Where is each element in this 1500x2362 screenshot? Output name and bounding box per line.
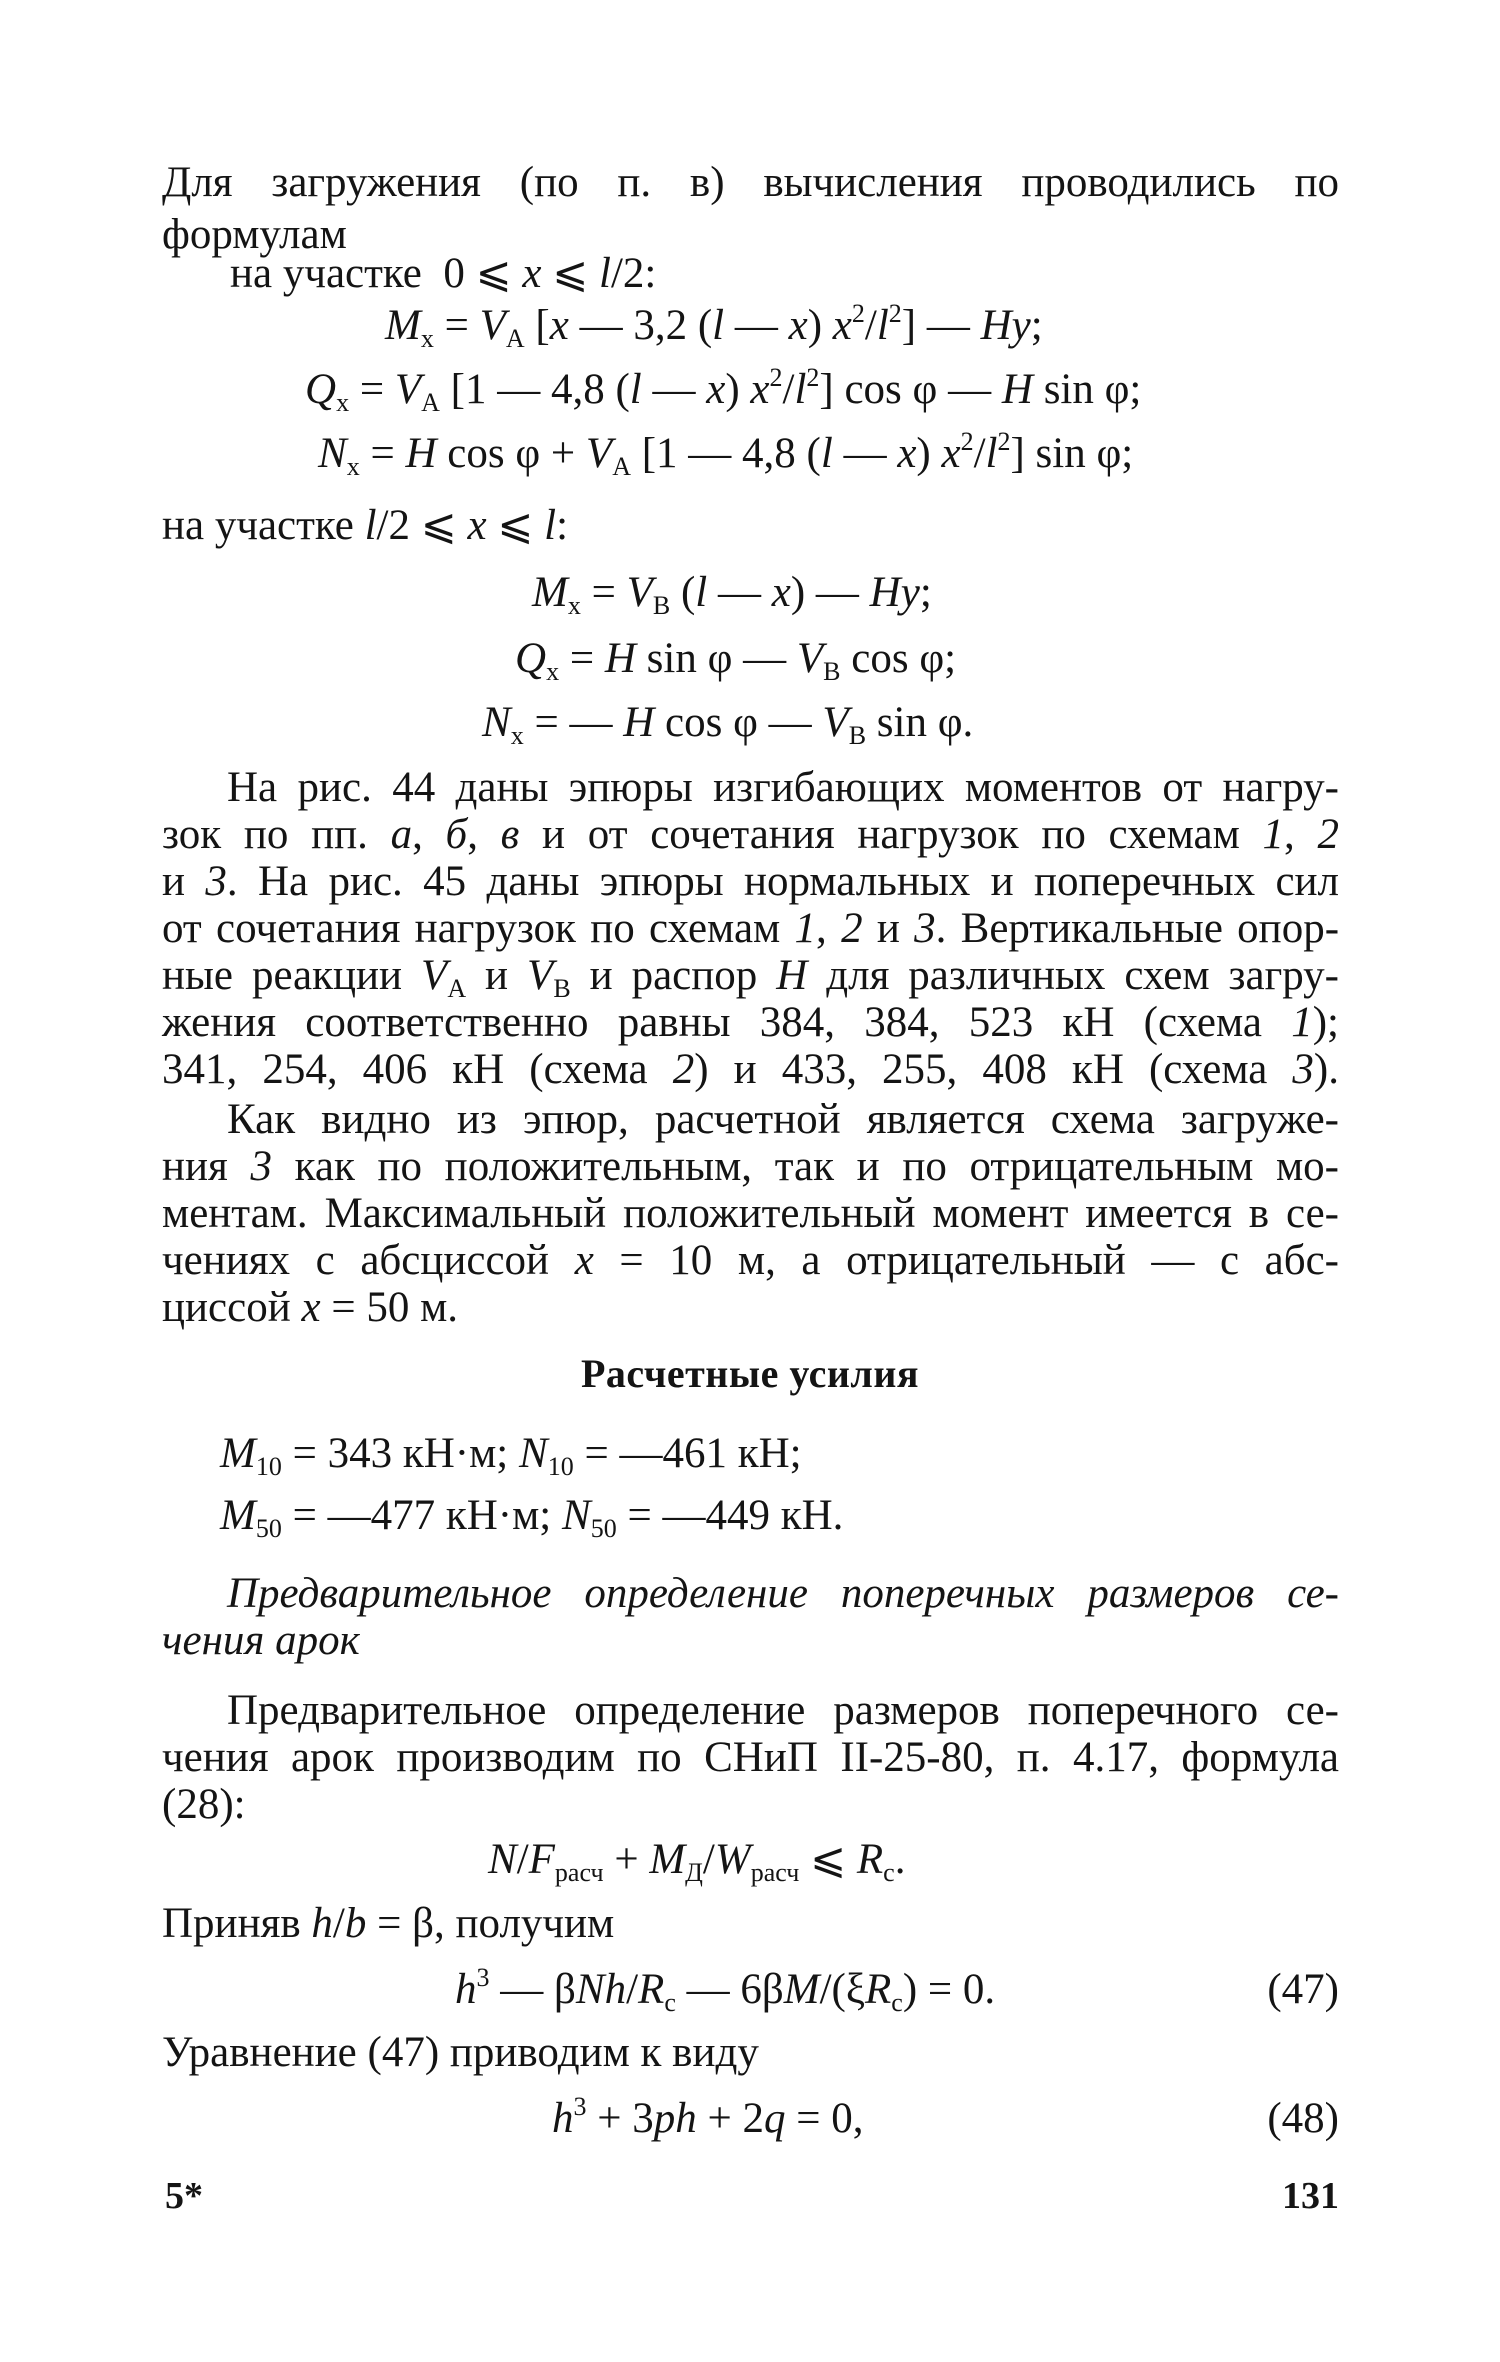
text-line: Для загружения (по п. в) вычисления проводились по bbox=[162, 159, 1339, 206]
text-line: чениях с абсциссой x = 10 м, а отрицательный — с абс- bbox=[162, 1237, 1340, 1284]
formula-qx-2: $Q_x = H$ sin φ — $V_B$ cos φ; bbox=[515, 635, 957, 686]
equation-number-47: (47) bbox=[1267, 1966, 1339, 2013]
text-line: формулам bbox=[162, 211, 347, 258]
text-line: жения соответственно равны 384, 384, 523 кН (схема 1); bbox=[162, 999, 1339, 1046]
text-line: ментам. Максимальный положительный момент имеется в се- bbox=[162, 1190, 1339, 1237]
text-line: Уравнение (47) приводим к виду bbox=[162, 2029, 759, 2076]
text-line: ния 3 как по положительным, так и по отрицательным мо- bbox=[162, 1143, 1339, 1190]
formula-48: $h^3 + 3ph + 2q = 0$, bbox=[552, 2092, 864, 2142]
text-line: чения арок производим по СНиП II-25-80, п. 4.17, формула bbox=[162, 1734, 1339, 1781]
range-condition-1: на участке 0 ⩽ x ⩽ l/2: bbox=[230, 250, 657, 297]
text-line: Как видно из эпюр, расчетной является схема загруже- bbox=[227, 1096, 1339, 1143]
text-line: На рис. 44 даны эпюры изгибающих моментов от нагру- bbox=[227, 764, 1339, 811]
page-number: 131 bbox=[1282, 2175, 1339, 2217]
text-line: зок по пп. а, б, в и от сочетания нагрузок по схемам 1, 2 bbox=[162, 811, 1339, 858]
range-condition-2: на участке l/2 ⩽ x ⩽ l: bbox=[162, 502, 569, 549]
design-forces-10: $M_{10} = 343$ кН·м; $N_{10}$ = —461 кН; bbox=[220, 1430, 802, 1481]
text-line: Предварительное определение размеров поперечного се- bbox=[227, 1687, 1339, 1734]
section-heading: Расчетные усилия bbox=[580, 1351, 920, 1396]
text-line: Приняв h/b = β, получим bbox=[162, 1900, 615, 1947]
formula-mx-1: $M_x = V_A$ [x — 3,2 (l — x) $x^2/l^2$] — Hy; bbox=[385, 299, 1043, 353]
text-line: ные реакции $V_A$ и $V_B$ и распор H для различных схем загру- bbox=[162, 952, 1339, 1003]
equation-number-48: (48) bbox=[1267, 2095, 1339, 2142]
subheading-line: Предварительное определение поперечных размеров се- bbox=[227, 1570, 1339, 1617]
design-forces-50: $M_{50}$ = —477 кН·м; $N_{50}$ = —449 кН. bbox=[220, 1492, 844, 1543]
formula-nx-1: $N_x = H$ $\cos \varphi + V_A$ [1 — 4,8 (l — x) $x^2/l^2$] sin φ; bbox=[318, 427, 1134, 481]
text-line: 341, 254, 406 кН (схема 2) и 433, 255, 408 кН (схема 3). bbox=[162, 1046, 1339, 1093]
subheading-line: чения арок bbox=[162, 1617, 360, 1664]
formula-strength-check: $N/F_{расч} + M_Д/W_{расч}$ ⩽ $R_c$. bbox=[488, 1836, 906, 1887]
text-line: от сочетания нагрузок по схемам 1, 2 и 3. Вертикальные опор- bbox=[162, 905, 1340, 952]
formula-mx-2: $M_x = V_B$ (l — x) — Hy; bbox=[532, 569, 932, 620]
text-line: циссой x = 50 м. bbox=[162, 1284, 459, 1331]
text-line: (28): bbox=[162, 1781, 246, 1828]
text-line: и 3. На рис. 45 даны эпюры нормальных и поперечных сил bbox=[162, 858, 1339, 905]
formula-nx-2: $N_x$ = — H cos φ — $V_B$ sin φ. bbox=[482, 699, 974, 750]
formula-47: $h^3$ — βNh/$R_c$ — $6\beta M/(\xi R_c) = 0$. bbox=[455, 1963, 996, 2017]
formula-qx-1: $Q_x = V_A$ [1 — 4,8 (l — x) $x^2/l^2$] cos φ — H sin φ; bbox=[305, 363, 1142, 417]
signature-mark: 5* bbox=[165, 2175, 203, 2217]
